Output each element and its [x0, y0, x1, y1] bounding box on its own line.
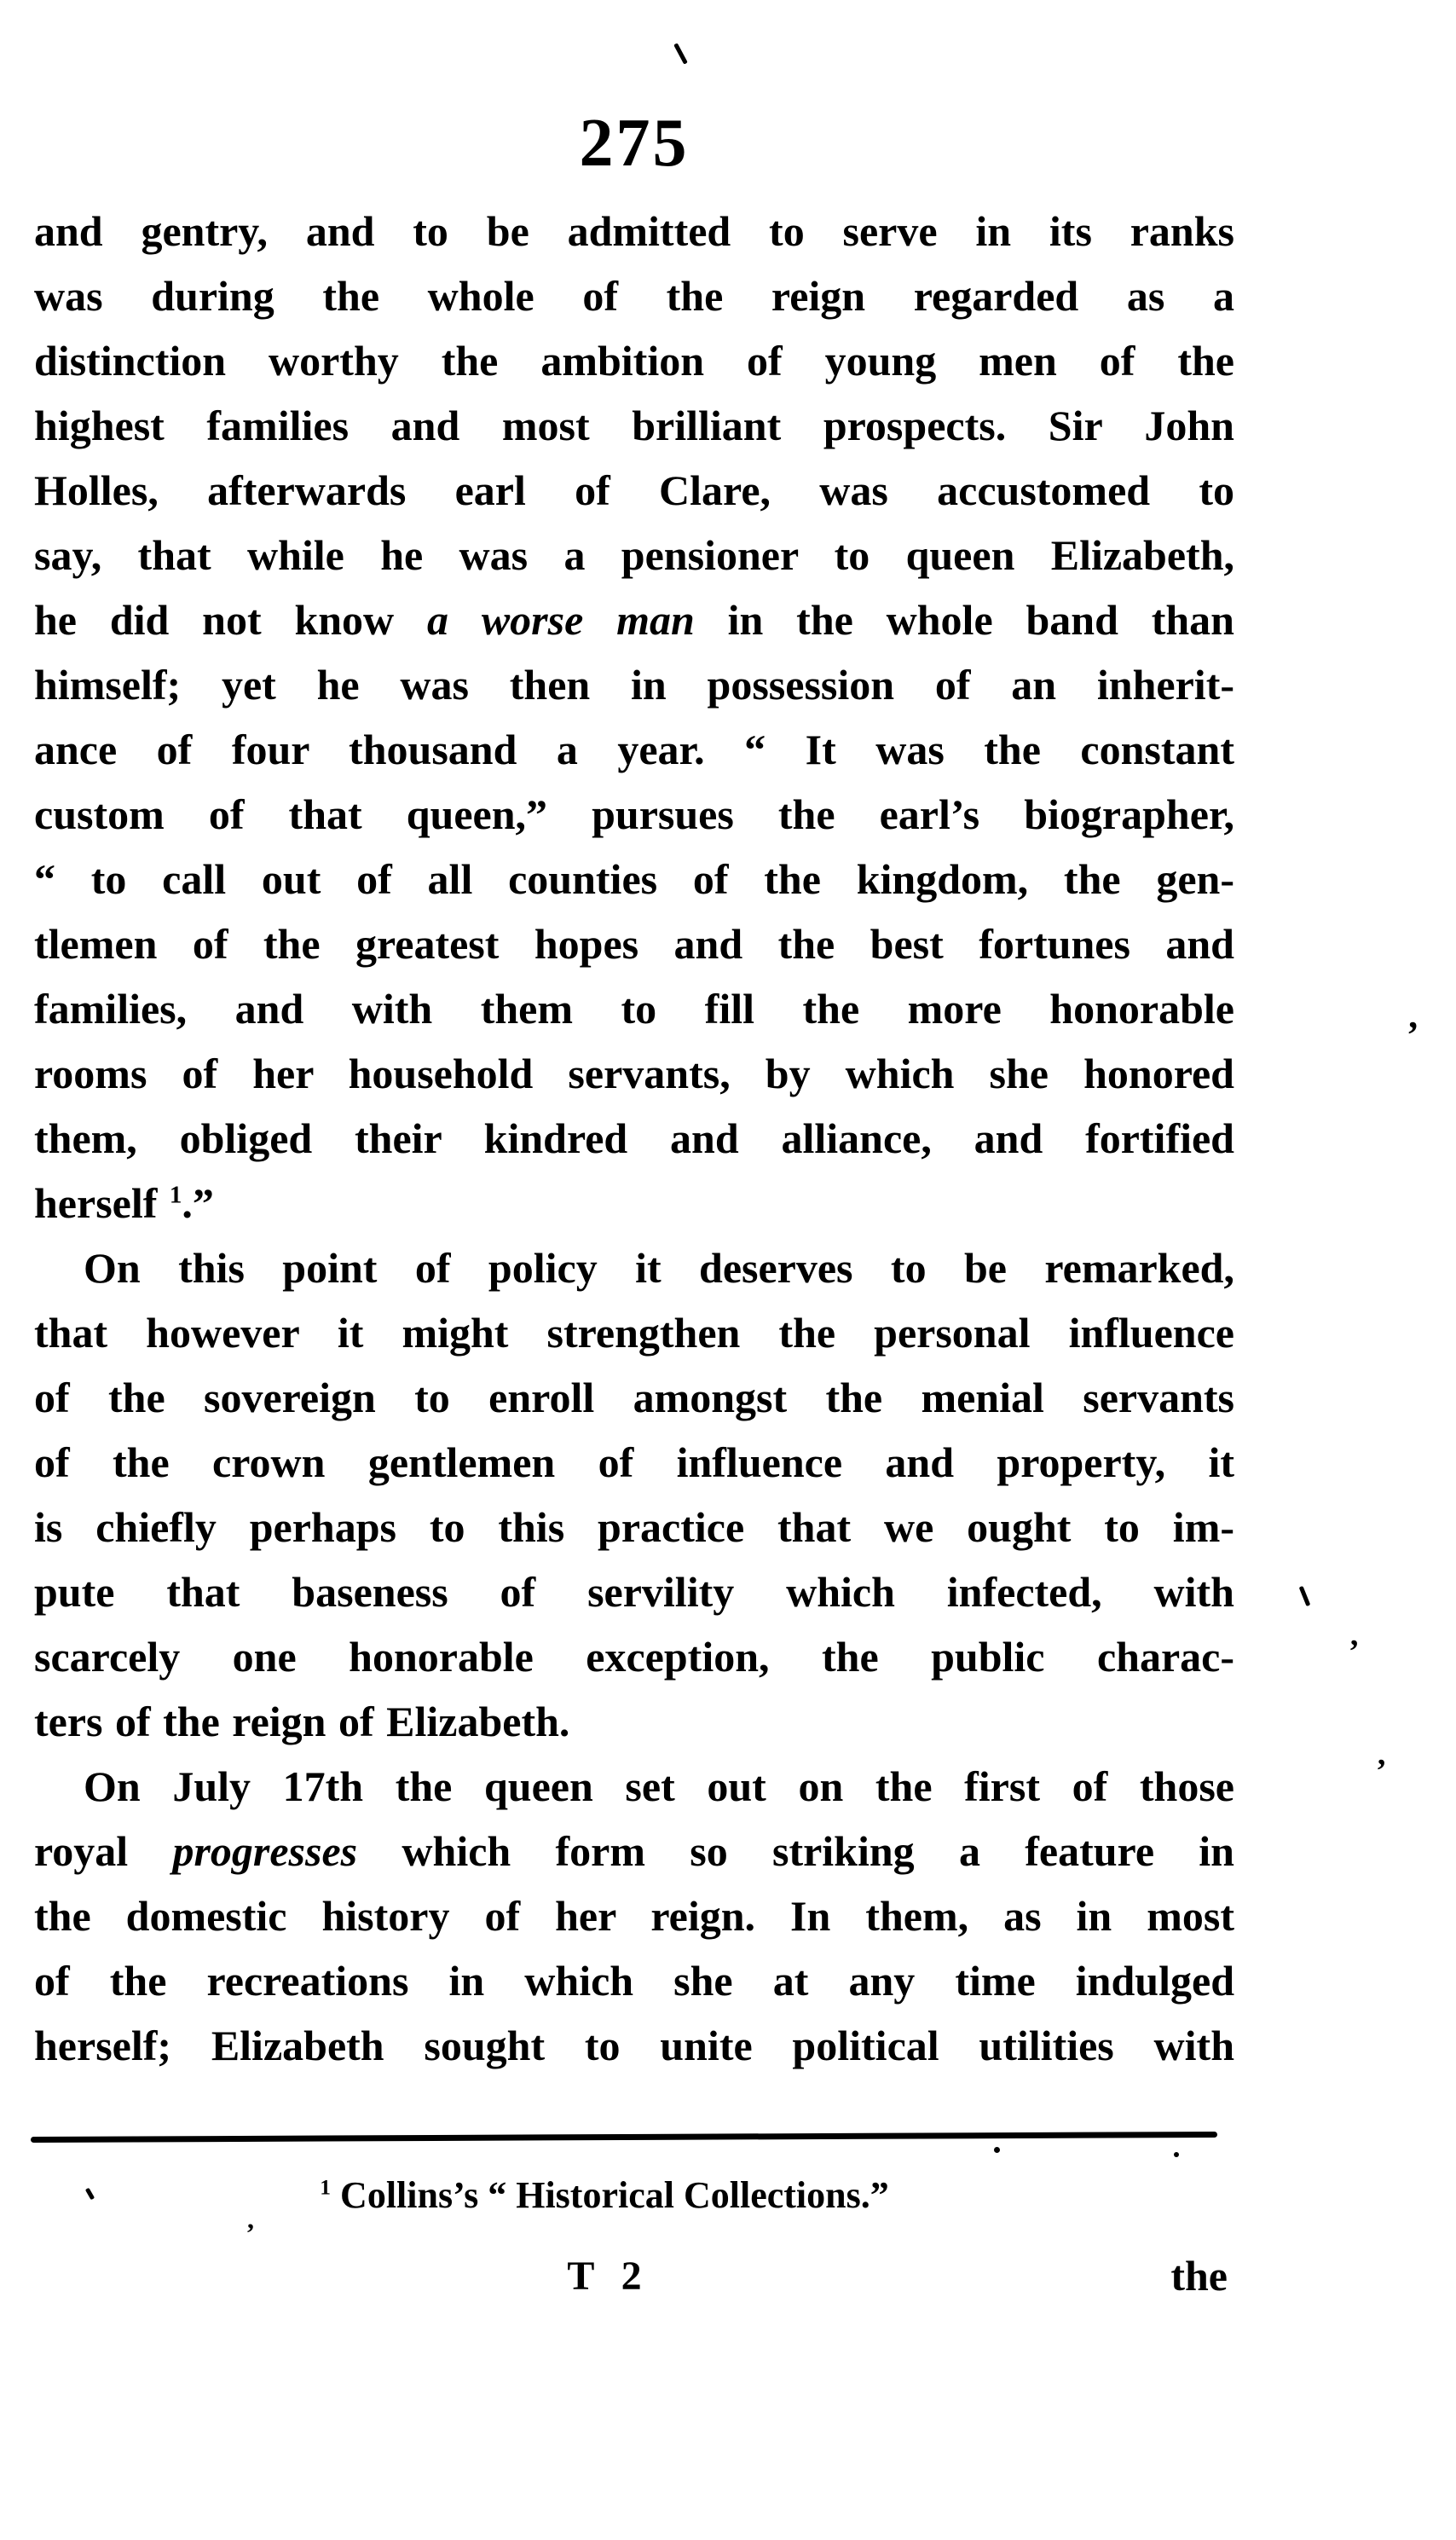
text-segment: distinction worthy the ambition of young men of the [34, 337, 1234, 385]
text-line [34, 199, 1234, 263]
text-segment: Holles, afterwards earl of Clare, was accustomed to [34, 466, 1234, 514]
text-segment: of the crown gentlemen of influence and property, it [34, 1438, 1234, 1486]
text-segment: herself; Elizabeth sought to unite political utilities with [34, 2022, 1234, 2069]
italic-text: progresses [172, 1827, 358, 1875]
text-segment: and gentry, and to be admitted to serve in its ranks [34, 207, 1234, 255]
scan-artifact-dot [1174, 2152, 1179, 2157]
text-line [34, 782, 1234, 847]
text-line [34, 1235, 1234, 1300]
catchword: the [1170, 2252, 1228, 2300]
text-line [34, 1365, 1234, 1430]
text-line [34, 717, 1234, 782]
text-line [34, 1106, 1234, 1171]
text-line [34, 1883, 1234, 1948]
scan-artifact-dot [994, 2147, 1000, 2153]
scan-artifact-apostrophe: ’ [1407, 1014, 1419, 1056]
text-line [34, 652, 1234, 717]
text-segment: highest families and most brilliant prospects. Sir John [34, 402, 1234, 449]
text-line [34, 2013, 1234, 2078]
text-segment: himself; yet he was then in possession of an inherit- [34, 661, 1234, 709]
text-segment: them, obliged their kindred and alliance, and fortified [34, 1114, 1234, 1162]
footnote-reference: 1 [169, 1181, 182, 1209]
text-line [34, 976, 1234, 1041]
text-segment: herself [34, 1179, 170, 1227]
text-segment: say, that while he was a pensioner to queen Elizabeth, [34, 531, 1234, 579]
text-line [34, 847, 1234, 911]
text-segment: scarcely one honorable exception, the public charac- [34, 1633, 1234, 1681]
text-line [34, 263, 1234, 328]
text-segment: ters of the reign of Elizabeth. [34, 1698, 570, 1745]
scan-artifact-apostrophe: ’ [1376, 1753, 1387, 1789]
text-segment: pute that baseness of servility which infected, with [34, 1568, 1234, 1616]
scan-artifact-tick [673, 43, 688, 64]
footnote-marker: 1 [320, 2174, 332, 2200]
text-segment: of the recreations in which she at any time indulged [34, 1957, 1234, 2005]
text-segment: he did not know [34, 596, 427, 644]
footnote-separator-rule [31, 2132, 1217, 2143]
text-line [34, 328, 1234, 393]
text-line [34, 911, 1234, 976]
italic-text: a worse man [427, 596, 695, 644]
text-segment: “ to call out of all counties of the kingdom, the gen- [34, 855, 1234, 903]
text-segment: families, and with them to fill the more honorable [34, 985, 1234, 1033]
text-segment: which form so striking a feature in [357, 1827, 1234, 1875]
text-segment: On July 17th the queen set out on the first of those [84, 1762, 1234, 1810]
text-line [34, 393, 1234, 458]
text-segment: custom of that queen,” pursues the earl’s biographer, [34, 790, 1234, 838]
text-line [34, 1689, 1234, 1754]
text-segment: rooms of her household servants, by which she honored [34, 1050, 1234, 1097]
text-line [34, 523, 1234, 587]
signature-mark: T 2 [567, 2254, 650, 2299]
footnote-text: Collins’s “ Historical Collections.” [331, 2174, 889, 2216]
text-segment: in the whole band than [694, 596, 1234, 644]
text-line [34, 1300, 1234, 1365]
text-line [34, 1948, 1234, 2013]
text-segment: is chiefly perhaps to this practice that we ought to im- [34, 1503, 1234, 1551]
text-line [34, 1559, 1234, 1624]
text-segment: .” [182, 1179, 214, 1227]
text-segment: that however it might strengthen the personal influence [34, 1309, 1234, 1357]
text-segment: was during the whole of the reign regarded as a [34, 272, 1234, 320]
scan-artifact-tick [1299, 1586, 1311, 1606]
text-line [34, 1624, 1234, 1689]
text-segment: of the sovereign to enroll amongst the menial servants [34, 1374, 1234, 1421]
text-segment: ance of four thousand a year. “ It was the constant [34, 726, 1234, 773]
text-line [34, 587, 1234, 652]
scan-artifact-apostrophe: ’ [1349, 1634, 1360, 1669]
text-line [34, 1171, 1234, 1235]
text-segment: the domestic history of her reign. In them, as in most [34, 1892, 1234, 1940]
page-number: 275 [579, 106, 690, 181]
text-line [34, 1430, 1234, 1495]
text-segment: royal [34, 1827, 173, 1875]
text-segment: tlemen of the greatest hopes and the best fortunes and [34, 920, 1234, 968]
text-line [34, 458, 1234, 523]
text-segment: On this point of policy it deserves to be remarked, [84, 1244, 1234, 1292]
text-line [34, 1495, 1234, 1559]
text-line [34, 1819, 1234, 1883]
footnote [34, 2171, 1234, 2220]
scan-artifact-comma: , [247, 2203, 254, 2234]
text-line [34, 1754, 1234, 1819]
text-line [34, 1041, 1234, 1106]
text-block [34, 199, 1234, 2078]
